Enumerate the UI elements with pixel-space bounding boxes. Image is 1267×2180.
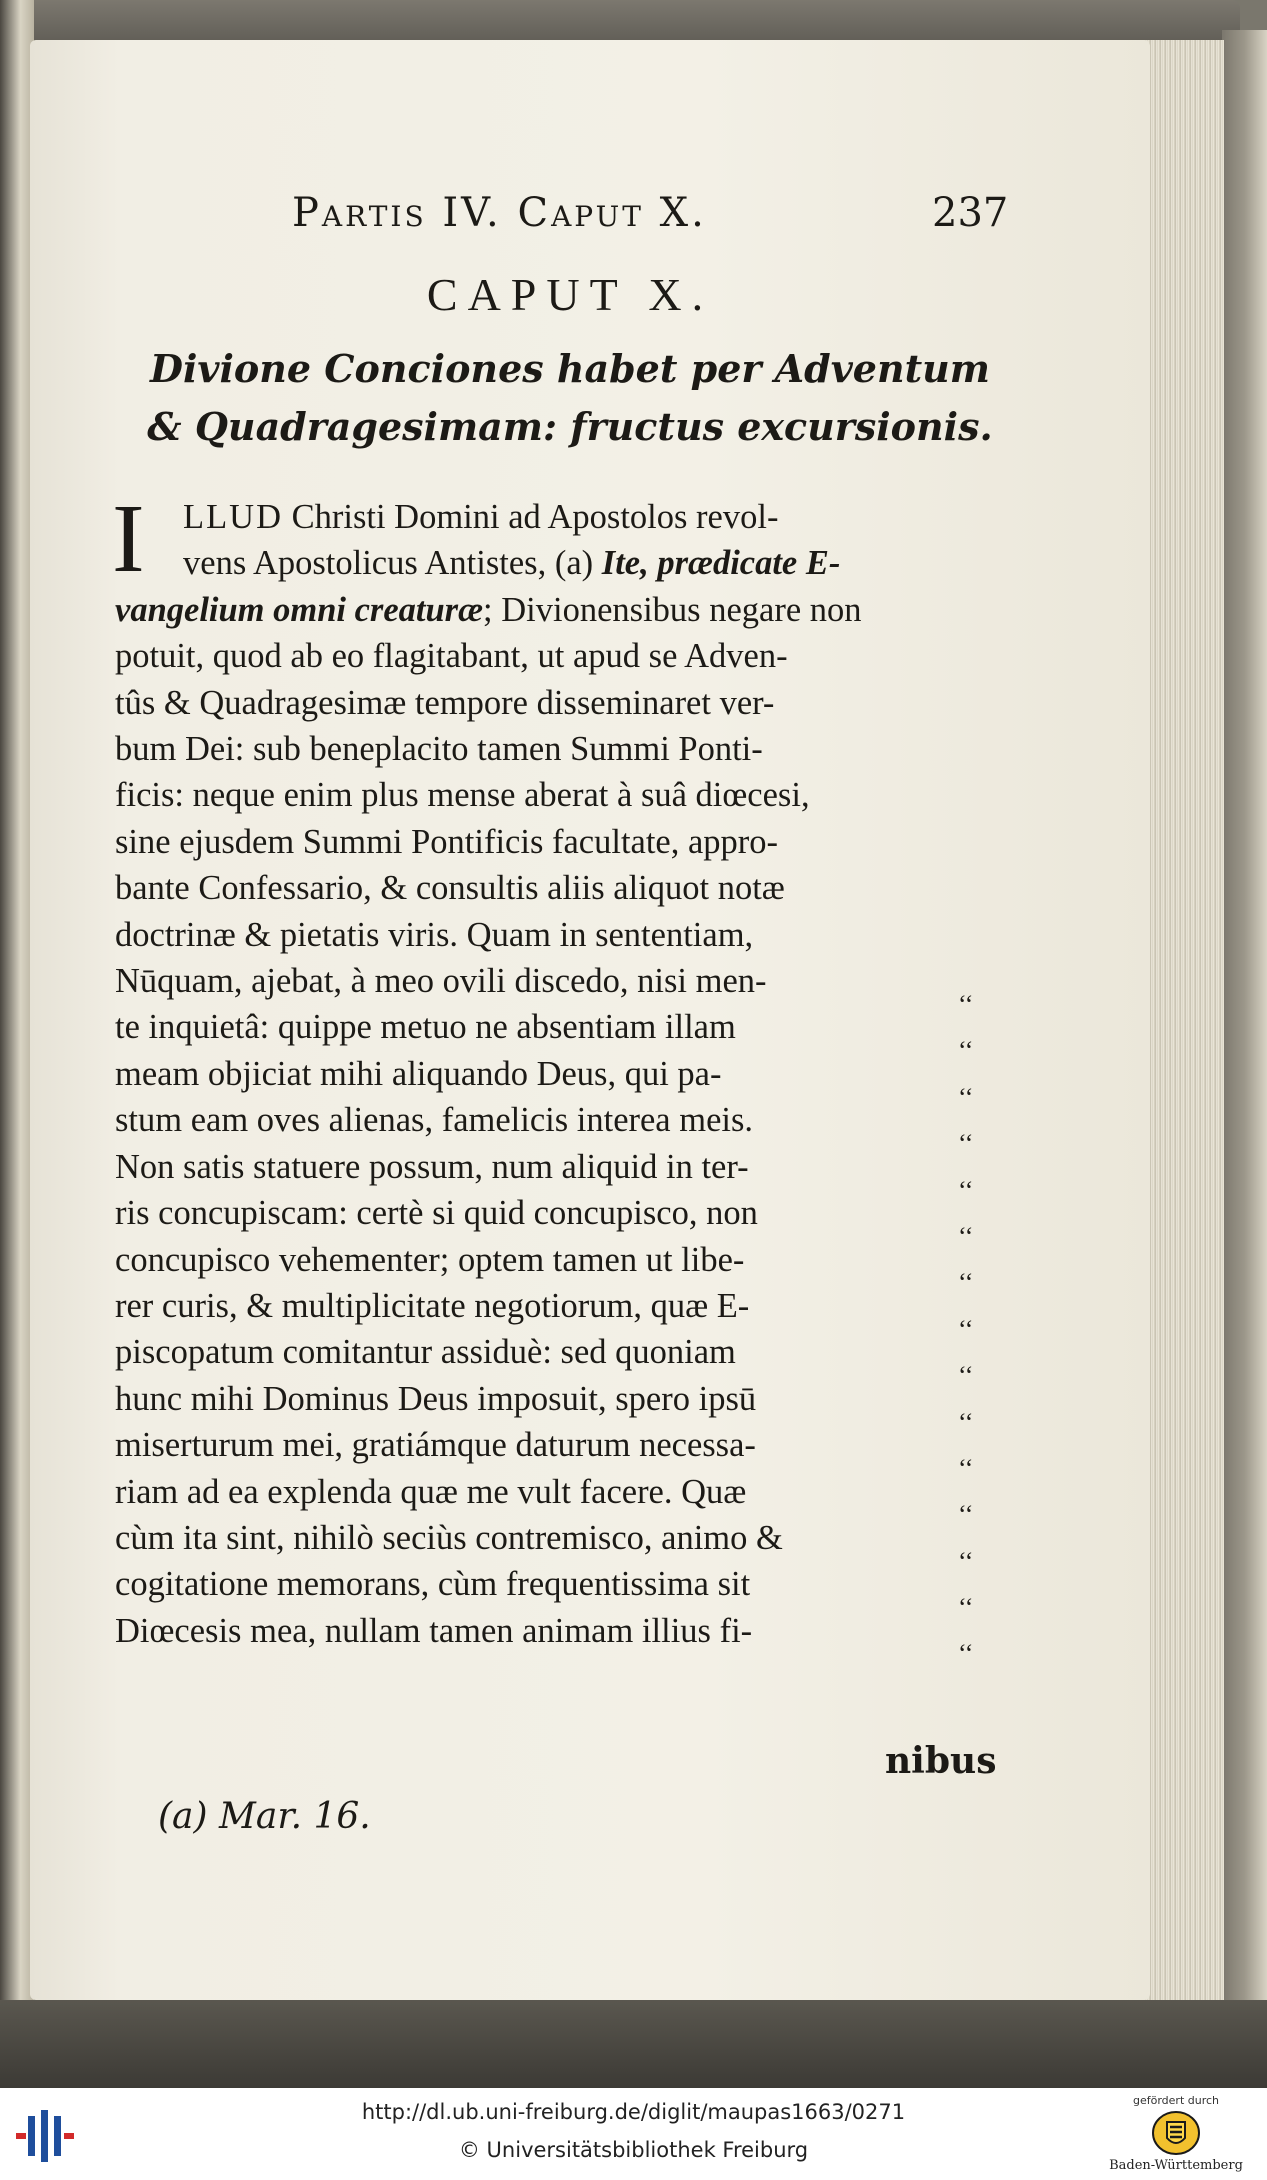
text-line: doctrinæ & pietatis viris. Quam in sententiam, (115, 915, 754, 954)
quote-mark: ‘‘ (958, 1453, 974, 1483)
text-line: cogitatione memorans, cùm frequentissima sit (115, 1565, 751, 1604)
text-line: rer curis, & multiplicitate negotiorum, quæ E- (115, 1286, 750, 1325)
text-line: potuit, quod ab eo flagitabant, ut apud se Adven- (115, 637, 788, 676)
permalink[interactable]: http://dl.ub.uni-freiburg.de/diglit/maupas1663/0271 (361, 2100, 906, 2124)
copyright: © Universitätsbibliothek Freiburg (458, 2138, 809, 2162)
text-line: Diœcesis mea, nullam tamen animam illius fi- (115, 1611, 753, 1650)
quote-mark: ‘‘ (958, 1129, 974, 1159)
quote-mark: ‘‘ (958, 1639, 974, 1669)
coat-of-arms-icon (1151, 2110, 1201, 2156)
viewer-footer (0, 2088, 1267, 2180)
quote-mark: ‘‘ (958, 1500, 974, 1530)
chapter-title: CAPUT X. (426, 269, 714, 320)
text-line: bante Confessario, & consultis aliis aliquot notæ (115, 869, 785, 908)
text-line: sine ejusdem Summi Pontificis facultate, appro- (115, 822, 779, 861)
quotation-margin-marks (958, 982, 978, 1678)
quote-mark: ‘‘ (958, 1221, 974, 1251)
quote-mark: ‘‘ (958, 1361, 974, 1391)
text-line: ficis: neque enim plus mense aberat à suâ diœcesi, (115, 776, 810, 815)
quote-mark: ‘‘ (958, 1082, 974, 1112)
catchword: nibus (885, 1740, 997, 1782)
text-line: Nūquam, ajebat, à meo ovili discedo, nisi men- (115, 962, 767, 1001)
chapter-subtitle: Divione Conciones habet per Adventum & Quadragesimam: fructus excursionis. (147, 346, 993, 449)
quote-mark: ‘‘ (958, 990, 974, 1019)
text-line (115, 587, 975, 633)
quote-mark: ‘‘ (958, 1593, 974, 1623)
sponsor-badge (1096, 2092, 1256, 2178)
first-word: LLUD (183, 498, 283, 536)
page-number: 237 (932, 190, 1009, 236)
italic-quote: Ite, prædicate E- (601, 544, 841, 583)
body-text (115, 494, 975, 1654)
page-block-edge (1140, 40, 1224, 2020)
quote-mark: ‘‘ (958, 1546, 974, 1576)
text-line: stum eam oves alienas, famelicis interea meis. (115, 1101, 754, 1140)
facing-page-edge (0, 0, 34, 2088)
text-line: bum Dei: sub beneplacito tamen Summi Ponti- (115, 730, 763, 769)
text-line: meam objiciat mihi aliquando Deus, qui pa- (115, 1054, 722, 1093)
text-line: ris concupiscam: certè si quid concupisco, non (115, 1194, 758, 1233)
footnote: (a) Mar. 16. (158, 1796, 371, 1837)
quote-mark: ‘‘ (958, 1175, 974, 1205)
text-line: tûs & Quadragesimæ tempore disseminaret ver- (115, 683, 775, 722)
text-line: concupisco vehementer; optem tamen ut libe- (115, 1240, 745, 1279)
text-line: vens Apostolicus Antistes, (a) Ite, prædicate E- (183, 544, 841, 583)
line-remainder: ; Divionensibus negare non (483, 590, 862, 629)
quote-mark: ‘‘ (958, 1407, 974, 1437)
bottom-shadow (0, 2000, 1267, 2088)
text-line: cùm ita sint, nihilò seciùs contremisco, animo & (115, 1518, 783, 1557)
quote-mark: ‘‘ (958, 1314, 974, 1344)
text-line: piscopatum comitantur assiduè: sed quoniam (115, 1333, 736, 1372)
text-line: hunc mihi Dominus Deus imposuit, spero ipsū (115, 1379, 757, 1418)
sponsor-label: gefördert durch (1132, 2094, 1220, 2107)
text-line: Non satis statuere possum, num aliquid in ter- (115, 1147, 749, 1186)
text-line: riam ad ea explenda quæ me vult facere. Quæ (115, 1472, 747, 1511)
quote-mark: ‘‘ (958, 1268, 974, 1298)
italic-quote-continued: vangelium omni creaturæ (115, 590, 484, 629)
text-line: LLUD Christi Domini ad Apostolos revol- (183, 498, 779, 536)
text-line: miserturum mei, gratiámque daturum necessa- (115, 1426, 756, 1465)
sponsor-name: Baden-Württemberg (1109, 2158, 1243, 2173)
running-head: Partis IV. Caput X. (292, 190, 707, 236)
drop-cap: I (112, 485, 145, 593)
quote-mark: ‘‘ (958, 1036, 974, 1066)
book-cover-right (1222, 30, 1267, 2070)
text-line: te inquietâ: quippe metuo ne absentiam illam (115, 1008, 736, 1047)
